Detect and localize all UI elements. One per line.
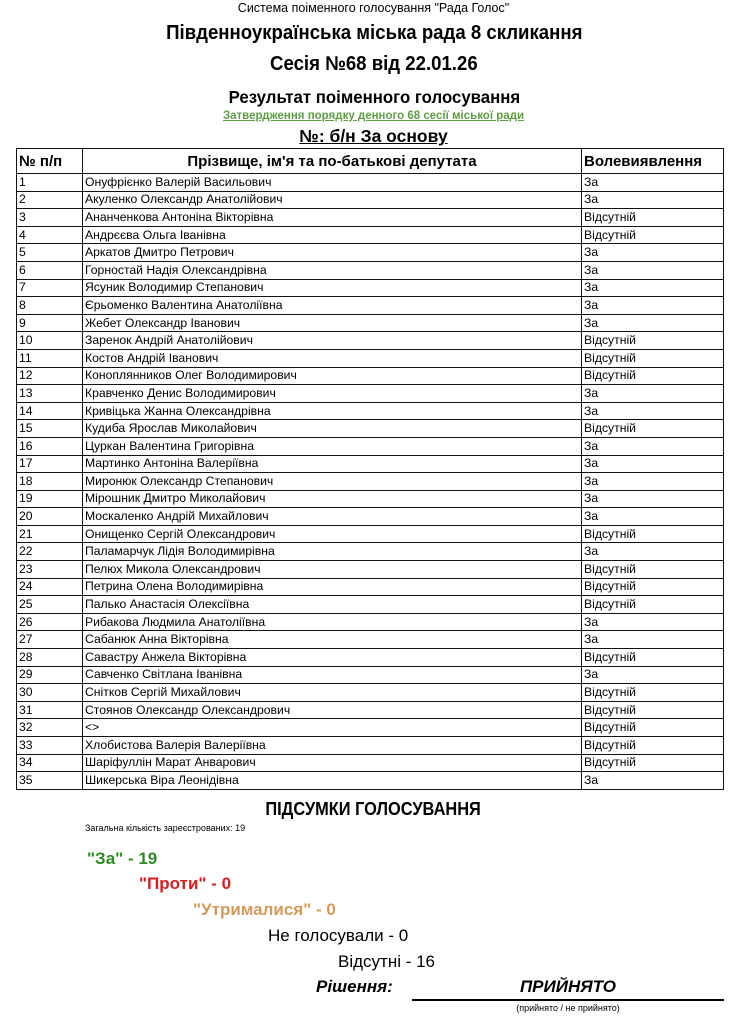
deputy-number: 9 bbox=[17, 314, 83, 332]
deputy-number: 32 bbox=[17, 719, 83, 737]
deputy-name: Шаріфуллін Марат Анварович bbox=[83, 754, 582, 772]
table-row bbox=[17, 437, 724, 455]
deputy-vote: Відсутній bbox=[582, 209, 724, 227]
deputy-number: 21 bbox=[17, 525, 83, 543]
decision-label: Рішення: bbox=[316, 977, 393, 996]
table-row bbox=[17, 754, 724, 772]
deputy-number: 2 bbox=[17, 191, 83, 209]
deputy-vote: Відсутній bbox=[582, 578, 724, 596]
deputy-name: Мірошник Дмитро Миколайович bbox=[83, 490, 582, 508]
table-row bbox=[17, 174, 724, 192]
vote-number: №: б/н За основу bbox=[299, 126, 448, 146]
deputy-vote: Відсутній bbox=[582, 349, 724, 367]
deputy-vote: За bbox=[582, 508, 724, 526]
table-row bbox=[17, 490, 724, 508]
deputy-number: 33 bbox=[17, 737, 83, 755]
table-row bbox=[17, 473, 724, 491]
deputy-number: 3 bbox=[17, 209, 83, 227]
deputy-vote: Відсутній bbox=[582, 684, 724, 702]
table-row bbox=[17, 209, 724, 227]
table-row bbox=[17, 561, 724, 579]
table-row bbox=[17, 525, 724, 543]
table-row bbox=[17, 314, 724, 332]
deputy-vote: За bbox=[582, 385, 724, 403]
deputy-number: 12 bbox=[17, 367, 83, 385]
table-row bbox=[17, 367, 724, 385]
deputy-name: Палько Анастасія Олексіївна bbox=[83, 596, 582, 614]
summary-for: "За" - 19 bbox=[87, 849, 158, 868]
deputy-vote: За bbox=[582, 297, 724, 315]
council-title: Південноукраїнська міська рада 8 скликання bbox=[166, 22, 583, 44]
deputy-name: Паламарчук Лідія Володимирівна bbox=[83, 543, 582, 561]
table-row bbox=[17, 666, 724, 684]
table-row bbox=[17, 191, 724, 209]
deputy-vote: За bbox=[582, 244, 724, 262]
deputy-name: Хлобистова Валерія Валеріївна bbox=[83, 737, 582, 755]
table-row bbox=[17, 631, 724, 649]
table-row bbox=[17, 649, 724, 667]
column-header-vote: Волевиявлення bbox=[582, 149, 724, 174]
agenda-item-link[interactable]: Затвердження порядку денного 68 сесії міської ради bbox=[222, 110, 525, 122]
deputy-number: 1 bbox=[17, 174, 83, 192]
deputy-name: Жебет Олександр Іванович bbox=[83, 314, 582, 332]
table-row bbox=[17, 613, 724, 631]
table-row bbox=[17, 420, 724, 438]
deputy-name: Ананченкова Антоніна Вікторівна bbox=[83, 209, 582, 227]
deputy-number: 23 bbox=[17, 561, 83, 579]
summary-abstain: "Утрималися" - 0 bbox=[193, 900, 336, 919]
deputy-name: Кудиба Ярослав Миколайович bbox=[83, 420, 582, 438]
deputy-number: 14 bbox=[17, 402, 83, 420]
deputy-number: 22 bbox=[17, 543, 83, 561]
table-row bbox=[17, 385, 724, 403]
deputy-name: Кравченко Денис Володимирович bbox=[83, 385, 582, 403]
deputy-number: 26 bbox=[17, 613, 83, 631]
table-row bbox=[17, 578, 724, 596]
table-row bbox=[17, 279, 724, 297]
deputy-name: Пелюх Микола Олександрович bbox=[83, 561, 582, 579]
deputy-name: Акуленко Олександр Анатолійович bbox=[83, 191, 582, 209]
vote-table-body bbox=[17, 174, 724, 790]
column-header-name: Прізвище, ім'я та по-батькові депутата bbox=[83, 149, 582, 174]
summary-absent: Відсутні - 16 bbox=[338, 952, 436, 971]
deputy-vote: Відсутній bbox=[582, 649, 724, 667]
table-row bbox=[17, 402, 724, 420]
deputy-vote: За bbox=[582, 261, 724, 279]
table-row bbox=[17, 684, 724, 702]
deputy-number: 17 bbox=[17, 455, 83, 473]
deputy-number: 15 bbox=[17, 420, 83, 438]
deputy-vote: Відсутній bbox=[582, 525, 724, 543]
deputy-vote: За bbox=[582, 402, 724, 420]
table-header-row bbox=[17, 149, 724, 174]
deputy-vote: За bbox=[582, 631, 724, 649]
deputy-number: 34 bbox=[17, 754, 83, 772]
deputy-number: 31 bbox=[17, 701, 83, 719]
deputy-name: Онуфрієнко Валерій Васильович bbox=[83, 174, 582, 192]
table-row bbox=[17, 455, 724, 473]
deputy-number: 6 bbox=[17, 261, 83, 279]
deputy-vote: За bbox=[582, 473, 724, 491]
deputy-number: 20 bbox=[17, 508, 83, 526]
deputy-vote: Відсутній bbox=[582, 332, 724, 350]
deputy-number: 11 bbox=[17, 349, 83, 367]
deputy-number: 25 bbox=[17, 596, 83, 614]
deputy-vote: За bbox=[582, 279, 724, 297]
deputy-name: Петрина Олена Володимирівна bbox=[83, 578, 582, 596]
deputy-number: 19 bbox=[17, 490, 83, 508]
table-row bbox=[17, 719, 724, 737]
system-name: Система поіменного голосування "Рада Голос" bbox=[237, 1, 510, 15]
deputy-name: Савченко Світлана Іванівна bbox=[83, 666, 582, 684]
deputy-vote: Відсутній bbox=[582, 420, 724, 438]
deputy-number: 8 bbox=[17, 297, 83, 315]
deputy-vote: За bbox=[582, 490, 724, 508]
result-title: Результат поіменного голосування bbox=[228, 87, 521, 107]
deputy-name: Мартинко Антоніна Валеріївна bbox=[83, 455, 582, 473]
deputy-vote: За bbox=[582, 437, 724, 455]
deputy-name: Кривіцька Жанна Олександрівна bbox=[83, 402, 582, 420]
deputy-name: Шикерська Віра Леонідівна bbox=[83, 772, 582, 790]
summary-title: ПІДСУМКИ ГОЛОСУВАННЯ bbox=[265, 799, 481, 819]
deputy-name: Миронюк Олександр Степанович bbox=[83, 473, 582, 491]
deputy-vote: Відсутній bbox=[582, 561, 724, 579]
deputy-vote: За bbox=[582, 314, 724, 332]
table-row bbox=[17, 332, 724, 350]
table-row bbox=[17, 508, 724, 526]
vote-table bbox=[16, 148, 724, 790]
deputy-number: 4 bbox=[17, 226, 83, 244]
table-row bbox=[17, 349, 724, 367]
deputy-vote: Відсутній bbox=[582, 367, 724, 385]
deputy-name: Москаленко Андрій Михайлович bbox=[83, 508, 582, 526]
decision-underline bbox=[412, 999, 724, 1001]
deputy-number: 27 bbox=[17, 631, 83, 649]
deputy-name: Андрєєва Ольга Іванівна bbox=[83, 226, 582, 244]
table-row bbox=[17, 772, 724, 790]
deputy-vote: Відсутній bbox=[582, 737, 724, 755]
deputy-name: Стоянов Олександр Олександрович bbox=[83, 701, 582, 719]
deputy-vote: За bbox=[582, 455, 724, 473]
deputy-name: Костов Андрій Іванович bbox=[83, 349, 582, 367]
deputy-name: Ясуник Володимир Степанович bbox=[83, 279, 582, 297]
deputy-name: Снітков Сергій Михайлович bbox=[83, 684, 582, 702]
table-row bbox=[17, 737, 724, 755]
deputy-name: Рибакова Людмила Анатоліївна bbox=[83, 613, 582, 631]
table-row bbox=[17, 297, 724, 315]
deputy-vote: Відсутній bbox=[582, 754, 724, 772]
table-row bbox=[17, 543, 724, 561]
summary-against: "Проти" - 0 bbox=[139, 874, 232, 893]
deputy-name: Заренок Андрій Анатолійович bbox=[83, 332, 582, 350]
summary-not-voted: Не голосували - 0 bbox=[268, 926, 409, 945]
deputy-name: Савастру Анжела Вікторівна bbox=[83, 649, 582, 667]
decision-hint: (прийнято / не прийнято) bbox=[516, 1003, 620, 1013]
column-header-number: № п/п bbox=[17, 149, 83, 174]
registered-count: Загальна кількість зареєстрованих: 19 bbox=[85, 823, 246, 833]
table-row bbox=[17, 261, 724, 279]
deputy-vote: За bbox=[582, 772, 724, 790]
deputy-number: 16 bbox=[17, 437, 83, 455]
deputy-number: 30 bbox=[17, 684, 83, 702]
deputy-number: 29 bbox=[17, 666, 83, 684]
deputy-vote: Відсутній bbox=[582, 719, 724, 737]
deputy-number: 7 bbox=[17, 279, 83, 297]
deputy-name: Онищенко Сергій Олександрович bbox=[83, 525, 582, 543]
deputy-number: 13 bbox=[17, 385, 83, 403]
deputy-number: 10 bbox=[17, 332, 83, 350]
deputy-number: 18 bbox=[17, 473, 83, 491]
deputy-name: Єрьоменко Валентина Анатоліївна bbox=[83, 297, 582, 315]
deputy-number: 5 bbox=[17, 244, 83, 262]
deputy-vote: Відсутній bbox=[582, 226, 724, 244]
deputy-vote: За bbox=[582, 543, 724, 561]
deputy-name: Коноплянников Олег Володимирович bbox=[83, 367, 582, 385]
deputy-name: <> bbox=[83, 719, 582, 737]
deputy-vote: Відсутній bbox=[582, 701, 724, 719]
table-row bbox=[17, 226, 724, 244]
deputy-vote: За bbox=[582, 191, 724, 209]
deputy-vote: За bbox=[582, 666, 724, 684]
deputy-name: Аркатов Дмитро Петрович bbox=[83, 244, 582, 262]
table-row bbox=[17, 596, 724, 614]
deputy-vote: За bbox=[582, 174, 724, 192]
deputy-name: Цуркан Валентина Григорівна bbox=[83, 437, 582, 455]
session-title: Сесія №68 від 22.01.26 bbox=[270, 53, 478, 75]
deputy-name: Сабанюк Анна Вікторівна bbox=[83, 631, 582, 649]
deputy-vote: За bbox=[582, 613, 724, 631]
deputy-number: 24 bbox=[17, 578, 83, 596]
decision-value: ПРИЙНЯТО bbox=[519, 977, 617, 996]
table-row bbox=[17, 701, 724, 719]
deputy-number: 28 bbox=[17, 649, 83, 667]
deputy-name: Горностай Надія Олександрівна bbox=[83, 261, 582, 279]
deputy-number: 35 bbox=[17, 772, 83, 790]
deputy-vote: Відсутній bbox=[582, 596, 724, 614]
table-row bbox=[17, 244, 724, 262]
